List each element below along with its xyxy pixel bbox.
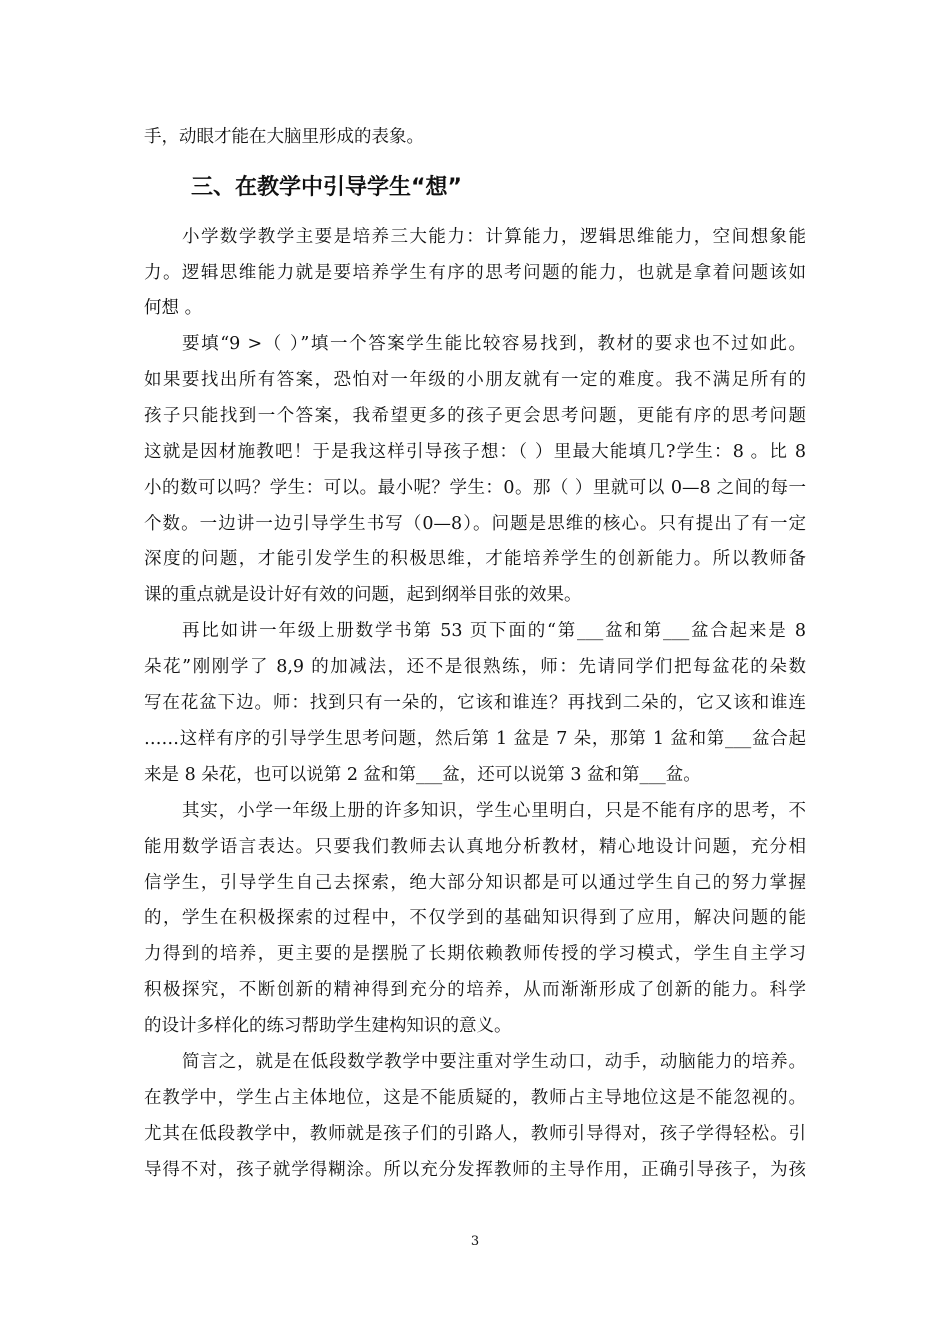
body-text-line: 写在花盆下边。师：找到只有一朵的，它该和谁连？再找到二朵的，它又该和谁连 [144, 693, 806, 713]
section-heading: 三、在教学中引导学生“想” [191, 175, 462, 200]
body-text-line: 小学数学教学主要是培养三大能力：计算能力，逻辑思维能力，空间想象能 [182, 227, 806, 247]
body-text-line: 积极探究，不断创新的精神得到充分的培养，从而渐渐形成了创新的能力。科学 [144, 980, 806, 1000]
body-text-line: 导得不对，孩子就学得糊涂。所以充分发挥教师的主导作用，正确引导孩子，为孩 [144, 1160, 806, 1180]
body-text-line: 力得到的培养，更主要的是摆脱了长期依赖教师传授的学习模式，学生自主学习 [144, 944, 806, 964]
body-text-line: 朵花”刚刚学了 8,9 的加减法，还不是很熟练，师：先请同学们把每盆花的朵数 [144, 657, 806, 677]
body-text-line: 这就是因材施教吧！于是我这样引导孩子想：（ ）里最大能填几?学生：8 。比 8 [144, 442, 806, 462]
body-text-line: 尤其在低段教学中，教师就是孩子们的引路人，教师引导得对，孩子学得轻松。引 [144, 1124, 806, 1144]
body-text-line: 要填“9 >（ ）”填一个答案学生能比较容易找到，教材的要求也不过如此。 [182, 334, 806, 354]
body-text-line: 个数。一边讲一边引导学生书写（0—8）。问题是思维的核心。只有提出了有一定 [144, 514, 806, 534]
body-text-line: 深度的问题，才能引发学生的积极思维，才能培养学生的创新能力。所以教师备 [144, 549, 806, 569]
body-text-line: 来是 8 朵花，也可以说第 2 盆和第___盆，还可以说第 3 盆和第___盆。 [144, 765, 701, 785]
body-text-line: 能用数学语言表达。只要我们教师去认真地分析教材，精心地设计问题，充分相 [144, 837, 806, 857]
body-text-line: 课的重点就是设计好有效的问题，起到纲举目张的效果。 [144, 585, 582, 605]
body-text-line: ……这样有序的引导学生思考问题，然后第 1 盆是 7 朵，那第 1 盆和第___盆合起 [144, 729, 806, 749]
body-text-line: 在教学中，学生占主体地位，这是不能质疑的，教师占主导地位这是不能忽视的。 [144, 1088, 806, 1108]
body-text-line: 再比如讲一年级上册数学书第 53 页下面的“第___盆和第___盆合起来是 8 [182, 621, 806, 641]
body-text-line: 何想 。 [144, 298, 203, 318]
body-text-line: 简言之，就是在低段数学教学中要注重对学生动口，动手，动脑能力的培养。 [182, 1052, 806, 1072]
body-text-line: 小的数可以吗？学生：可以。最小呢？学生：0。那（ ）里就可以 0—8 之间的每一 [144, 478, 806, 498]
body-text-line: 孩子只能找到一个答案，我希望更多的孩子更会思考问题，更能有序的思考问题 [144, 406, 806, 426]
body-text-line: 手，动眼才能在大脑里形成的表象。 [144, 127, 424, 147]
body-text-line: 的设计多样化的练习帮助学生建构知识的意义。 [144, 1016, 512, 1036]
page-number: 3 [470, 1234, 480, 1249]
body-text-line: 其实，小学一年级上册的许多知识，学生心里明白，只是不能有序的思考，不 [182, 801, 806, 821]
body-text-line: 如果要找出所有答案，恐怕对一年级的小朋友就有一定的难度。我不满足所有的 [144, 370, 806, 390]
body-text-line: 信学生，引导学生自己去探索，绝大部分知识都是可以通过学生自己的努力掌握 [144, 873, 806, 893]
body-text-line: 力。逻辑思维能力就是要培养学生有序的思考问题的能力，也就是拿着问题该如 [144, 263, 806, 283]
body-text-line: 的，学生在积极探索的过程中，不仅学到的基础知识得到了应用，解决问题的能 [144, 908, 806, 928]
